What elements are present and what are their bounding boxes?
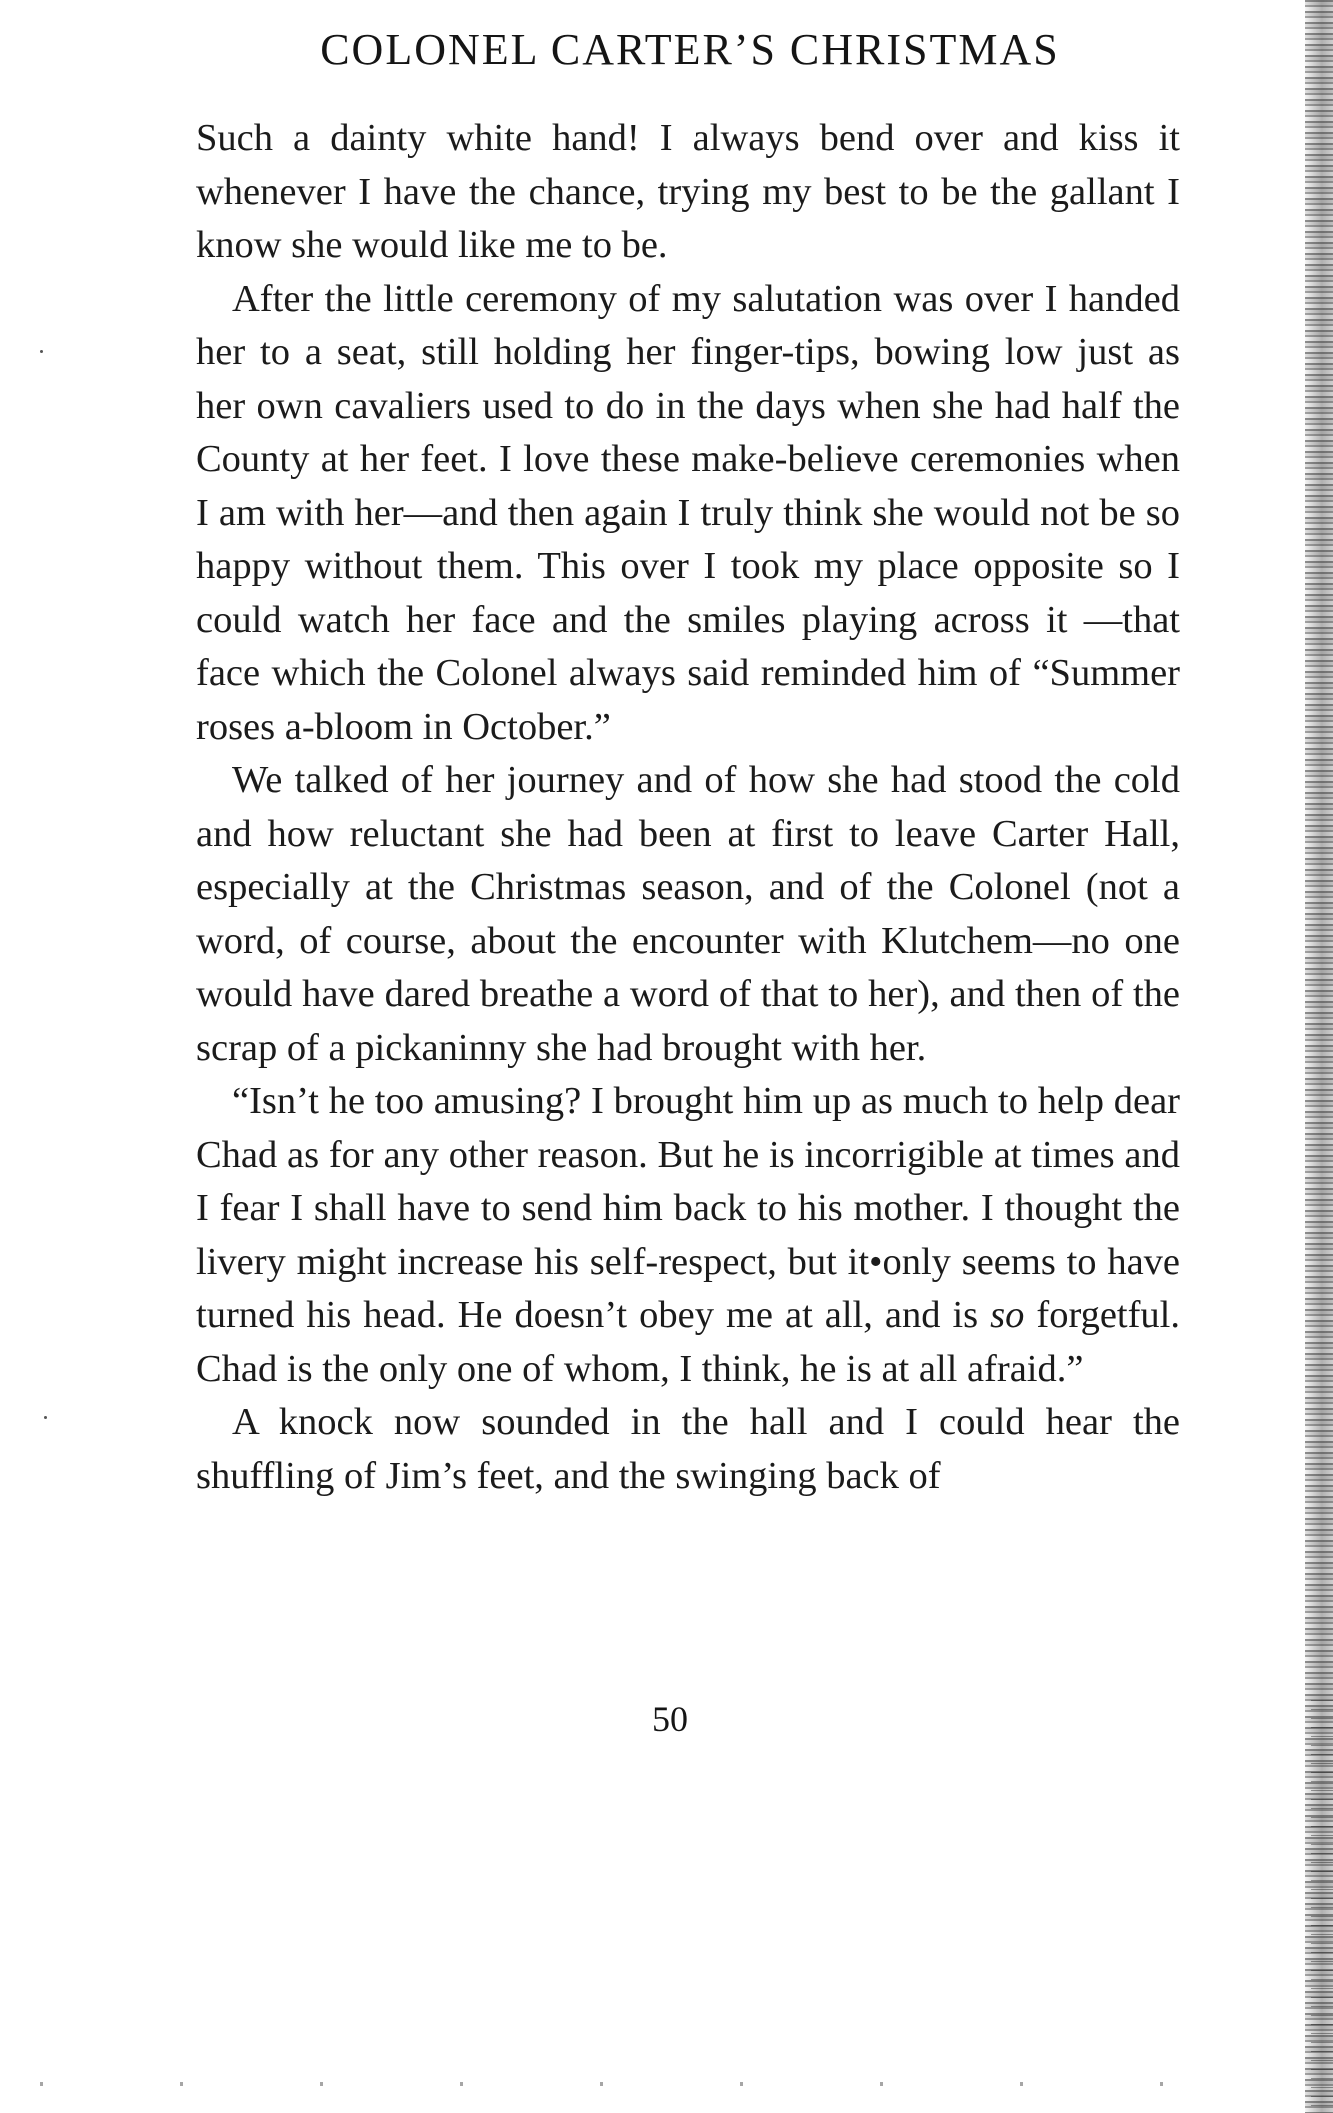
bottom-scan-specks <box>40 2082 1280 2086</box>
paragraph-1: Such a dainty white hand! I always bend over and kiss it whenever I have the chance, trying my best to be the gallant I know she would like me to be. <box>196 117 1180 266</box>
scan-speck <box>40 350 43 353</box>
page-number: 50 <box>652 1699 688 1739</box>
paragraph-4-text-before: “Isn’t he too amusing? I brought him up as much to help dear Chad as for any other reason. But he is incorrigible at times and I fear I shall have to send him back to his mother. I thought the livery might increase his self-respect, but it•only seems to have turned his head. He doesn’t obey me at all, and is <box>196 1080 1180 1336</box>
paragraph-4 <box>196 1075 1180 1396</box>
scan-speck <box>44 1416 47 1419</box>
body-text <box>196 112 1180 1503</box>
paragraph-3: We talked of her journey and of how she had stood the cold and how reluctant she had been at first to leave Carter Hall, especially at the Christmas season, and of the Colonel (not a word, of course, about the encounter with Klutchem—no one would have dared breathe a word of that to her), and then of the scrap of a pickaninny she had brought with her. <box>196 759 1180 1069</box>
paragraph-2: After the little ceremony of my salutation was over I handed her to a seat, still holding her finger-tips, bowing low just as her own cavaliers used to do in the days when she had half the County at her feet. I love these make-believe ceremonies when I am with her—and then again I truly think she would not be so happy without them. This over I took my place opposite so I could watch her face and the smiles playing across it —that face which the Colonel always said reminded him of “Summer roses a-bloom in October.” <box>196 277 1180 748</box>
paragraph-5: A knock now sounded in the hall and I could hear the shuffling of Jim’s feet, and the swinging back of <box>196 1401 1180 1497</box>
paragraph-4-emphasis: so <box>990 1294 1025 1336</box>
paragraph-4-text-after: forgetful. Chad is the only one of whom, I think, he is at all afraid.” <box>196 1294 1180 1390</box>
scanned-page-edge-lower <box>1311 1700 1333 2113</box>
running-head: COLONEL CARTER’S CHRISTMAS <box>320 25 1060 74</box>
